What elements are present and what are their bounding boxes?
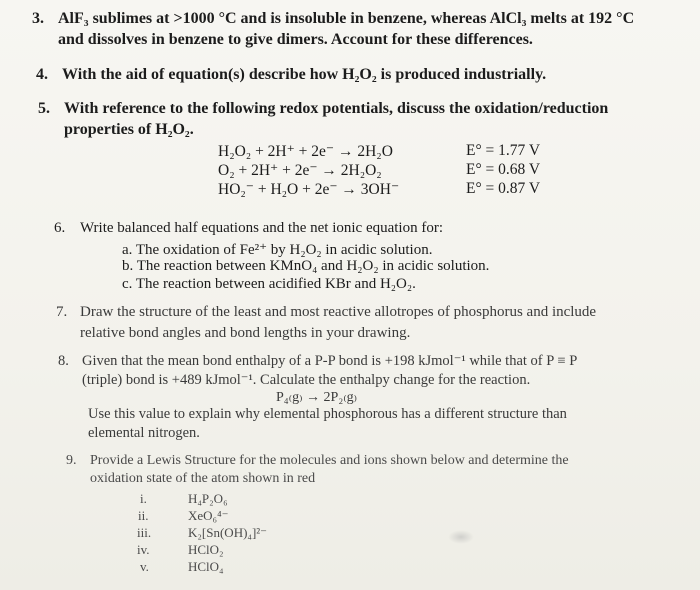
- redox-potential-1: [466, 142, 540, 160]
- question-4-line-1: With the aid of equation(s) describe how H₂O₂ is produced industrially.: [62, 66, 547, 83]
- redox-potential-3: [466, 180, 540, 198]
- question-9-roman-iv: iv.: [137, 542, 150, 557]
- reaction: O₂ + 2H⁺ + 2e⁻ → 2H₂O₂: [218, 162, 382, 179]
- question-9-formula-iv: HClO₂: [188, 542, 224, 557]
- reaction: HO₂⁻ + H₂O + 2e⁻ → 3OH⁻: [218, 181, 400, 198]
- question-number: 8.: [58, 353, 69, 369]
- redox-equation-1: [218, 142, 393, 161]
- question-9-formula-v: HClO₄: [188, 559, 224, 574]
- question-5-line-1: With reference to the following redox potentials, discuss the oxidation/reduction: [64, 100, 609, 117]
- question-9-roman-ii: ii.: [138, 508, 149, 523]
- paper-smudge: [448, 530, 474, 544]
- question-8-line-1: Given that the mean bond enthalpy of a P-P bond is +198 kJmol⁻¹ while that of P ≡ P: [82, 353, 578, 369]
- redox-potential-2: [466, 161, 540, 179]
- question-9-formula-i: H₄P₂O₆: [188, 491, 228, 506]
- potential: E° = 0.68 V: [466, 161, 541, 178]
- question-6-item-a: a. The oxidation of Fe²⁺ by H₂O₂ in acidic solution.: [122, 242, 433, 258]
- question-5-line-2: properties of H₂O₂.: [64, 121, 194, 138]
- question-9-roman-i: i.: [140, 491, 147, 506]
- question-number: 5.: [38, 100, 50, 117]
- question-9-roman-iii: iii.: [137, 525, 152, 540]
- question-number: 7.: [56, 304, 68, 320]
- redox-equation-3: [218, 180, 399, 199]
- question-number: 4.: [36, 66, 48, 83]
- question-9-formula-ii: XeO₆⁴⁻: [188, 508, 229, 523]
- question-8-line-2: (triple) bond is +489 kJmol⁻¹. Calculate the enthalpy change for the reaction.: [82, 372, 531, 388]
- reaction: H₂O₂ + 2H⁺ + 2e⁻ → 2H₂O: [218, 143, 393, 160]
- redox-equation-2: [218, 161, 382, 180]
- question-number: 6.: [54, 220, 66, 236]
- question-9-line-2: oxidation state of the atom shown in red: [90, 471, 316, 486]
- potential: E° = 1.77 V: [466, 142, 541, 159]
- question-6-line-1: Write balanced half equations and the net ionic equation for:: [80, 220, 444, 236]
- question-9-line-1: Provide a Lewis Structure for the molecules and ions shown below and determine the: [90, 453, 569, 468]
- question-7-line-1: Draw the structure of the least and most reactive allotropes of phosphorus and include: [80, 304, 597, 320]
- potential: E° = 0.87 V: [466, 180, 541, 197]
- question-7-line-2: relative bond angles and bond lengths in your drawing.: [80, 325, 411, 341]
- question-3-line-1: AlF₃ sublimes at >1000 °C and is insoluble in benzene, whereas AlCl₃ melts at 192 °C: [58, 10, 635, 27]
- question-8-reaction: P₄₍g₎ → 2P₂₍g₎: [276, 390, 358, 405]
- question-3-line-2: and dissolves in benzene to give dimers. Account for these differences.: [58, 31, 533, 48]
- question-number: 3.: [32, 10, 44, 27]
- question-8-line-3: Use this value to explain why elemental phosphorous has a different structure than: [88, 406, 567, 422]
- question-9-formula-iii: K₂[Sn(OH)₄]²⁻: [188, 525, 268, 540]
- question-9-roman-v: v.: [140, 559, 149, 574]
- question-6-item-c: c. The reaction between acidified KBr and H₂O₂.: [122, 276, 416, 292]
- question-8-line-4: elemental nitrogen.: [88, 425, 200, 441]
- question-number: 9.: [66, 453, 77, 468]
- question-6-item-b: b. The reaction between KMnO₄ and H₂O₂ in acidic solution.: [122, 258, 490, 274]
